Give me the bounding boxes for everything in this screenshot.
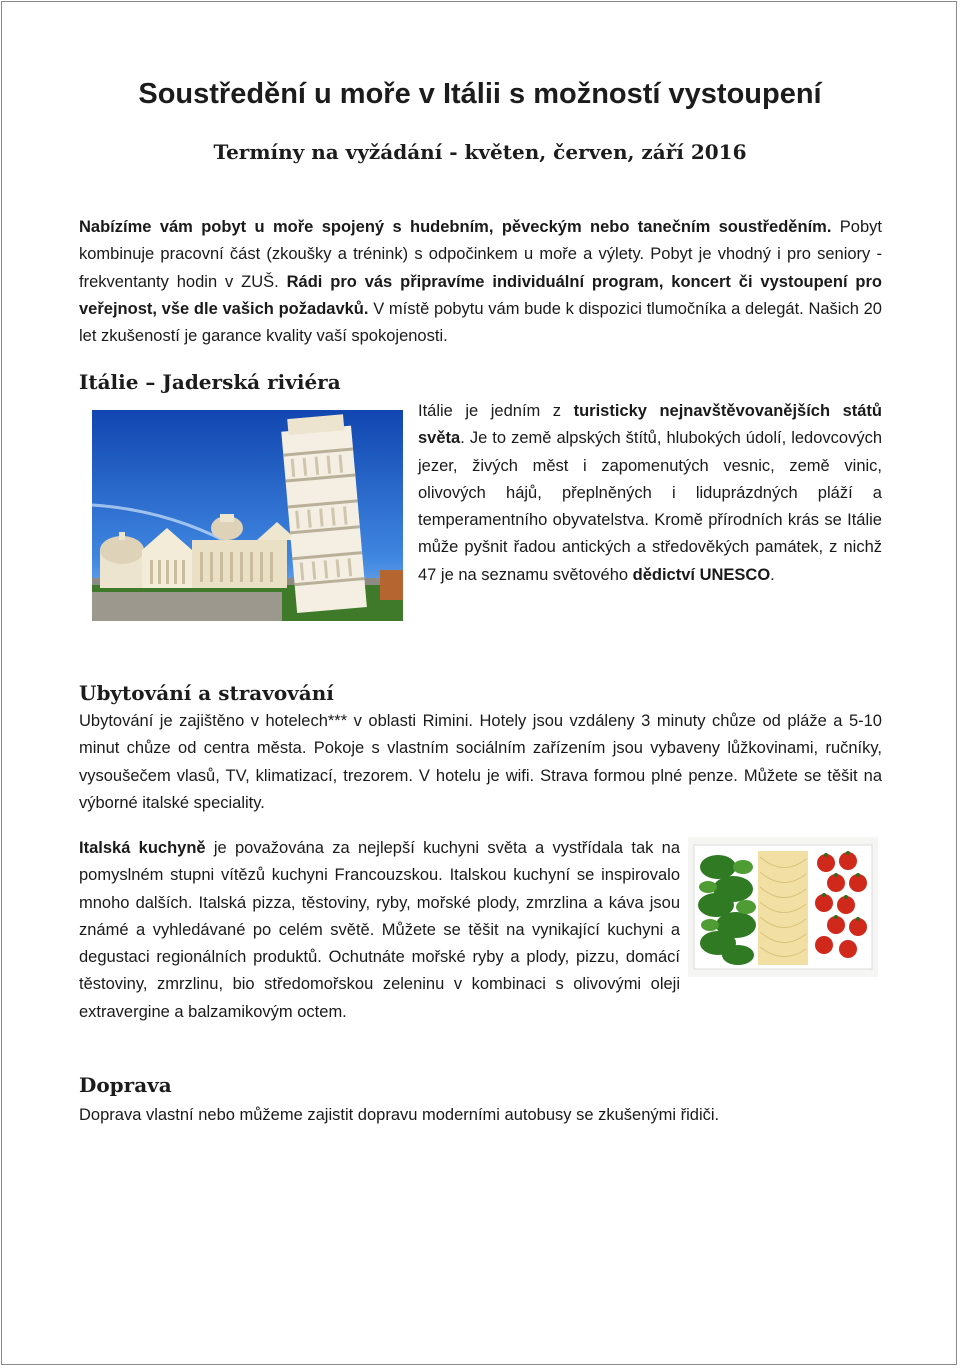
intro-text-1: Pobyt kombinuje pracovní část (zkoušky a trénink) s odpočinkem u moře a výlety. Pobyt je vhodný i pro seniory - frekventanty hodin v ZUŠ.: [79, 218, 882, 291]
cuisine-block: [79, 835, 882, 1026]
italy-text-1: Itálie je jedním z: [418, 402, 574, 420]
italy-paragraph: [418, 398, 882, 589]
cuisine-bold-1: Italská kuchyně: [79, 839, 206, 857]
intro-bold-2: Rádi pro vás připravíme individuální program, koncert či vystoupení pro veřejnost, vše dle vašich požadavků.: [79, 272, 882, 318]
cuisine-text-1: je považována za nejlepší kuchyni světa a vystřídala tak na pomyslném stupni vítězů kuchyni Francouzskou. Italskou kuchyní se inspirovalo mnoho dalších. Italská pizza, těstoviny, ryby, mořské plody, zmrzlina a káva jsou známé a vyhledávané po celém světě. Můžete se těšit na vynikající kuchyni a degustaci regionálních produktů. Ochutnáte mořské ryby a plody, pizzu, domácí těstoviny, zmrzlinu, bio středomořskou zeleninu v kombinaci s olivovými oleji extravergine a balzamikovým octem.: [79, 839, 680, 1021]
italy-text-3: .: [770, 565, 775, 584]
italy-text-2: . Je to země alpských štítů, hlubokých údolí, ledovcových jezer, živých měst i zapomenutých vesnic, země vinic, olivových hájů, přeplněných i liduprázdných pláží a temperamentního obyvatelstva. Kromě přírodních krás se Itálie může pyšnit řadou antických a středověkých památek, z nichž 47 je na seznamu světového: [418, 429, 882, 584]
italy-bold-1: turisticky nejnavštěvovanějších států světa: [418, 402, 882, 448]
intro-paragraph: [79, 214, 882, 350]
italian-flag-food-photo: [688, 837, 896, 987]
accommodation-paragraph: Ubytování je zajištěno v hotelech*** v oblasti Rimini. Hotely jsou vzdáleny 3 minuty chůze od pláže a 5-10 minut chůze od centra města. Pokoje s vlastním sociálním zařízením jsou vybaveny lůžkovinami, ručníky, vysoušečem vlasů, TV, klimatizací, trezorem. V hotelu je wifi. Strava formou plné penze. Můžete se těšit na výborné italské speciality.: [79, 712, 882, 812]
italy-bold-2: dědictví UNESCO: [632, 565, 771, 584]
transport-heading: Doprava: [79, 1073, 172, 1097]
transport-paragraph: Doprava vlastní nebo můžeme zajistit dopravu moderními autobusy se zkušenými řidiči.: [79, 1106, 720, 1124]
pisa-tower-photo: [92, 410, 403, 621]
italy-heading: Itálie – Jaderská riviéra: [79, 370, 341, 394]
intro-text-2: V místě pobytu vám bude k dispozici tlumočníka a delegát. Našich 20 let zkušeností je garance kvality vaší spokojenosti.: [79, 299, 882, 346]
accommodation-heading: Ubytování a stravování: [79, 681, 334, 705]
document-title: Soustředění u moře v Itálii s možností vystoupení: [138, 78, 822, 110]
intro-bold-1: Nabízíme vám pobyt u moře spojený s hudebním, pěveckým nebo tanečním soustředěním.: [79, 218, 832, 236]
document-subtitle: Termíny na vyžádání - květen, červen, září 2016: [213, 140, 747, 164]
